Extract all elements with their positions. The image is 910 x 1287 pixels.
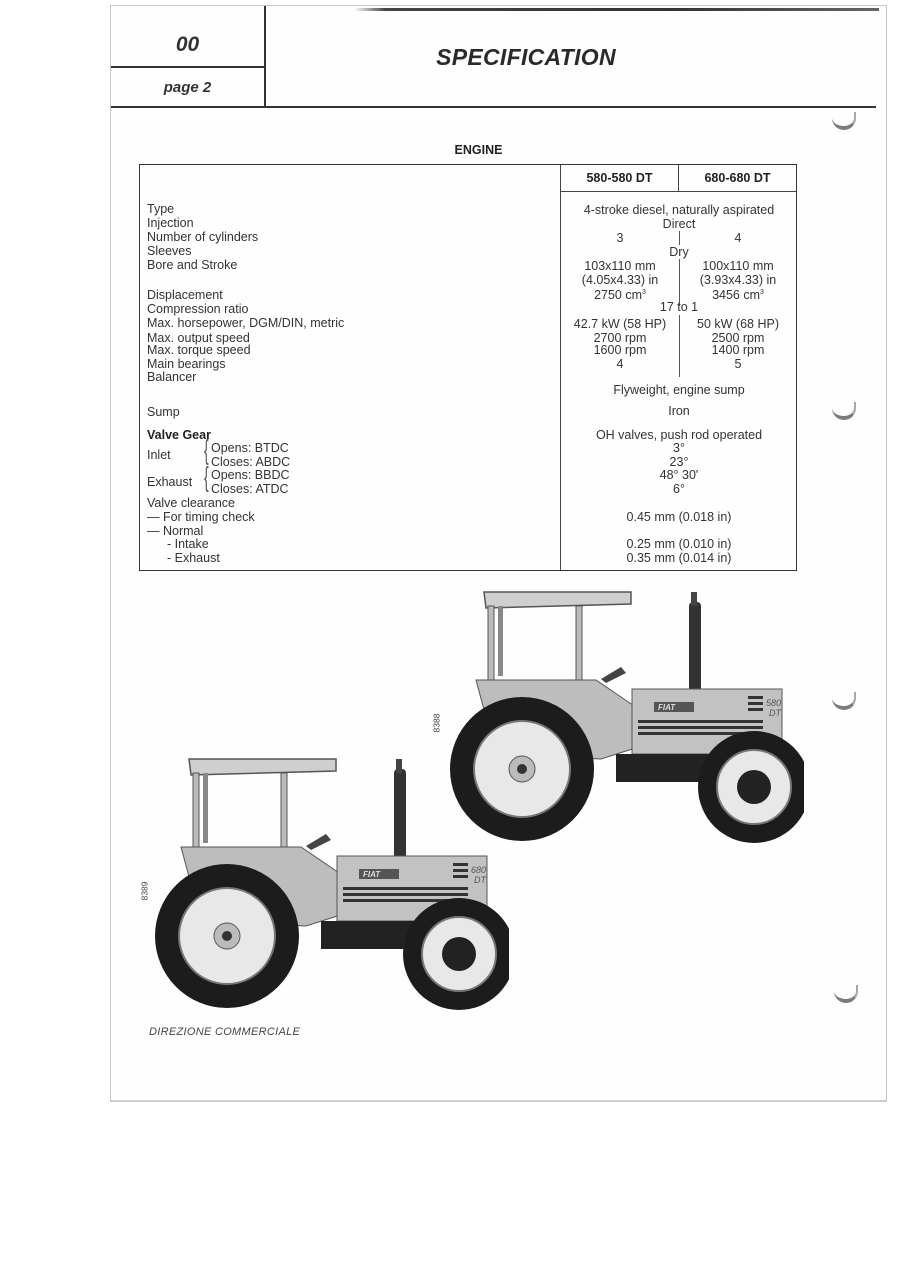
tractor-680dt-illustration [141,751,509,1013]
model-header-580: 580-580 DT [561,165,679,192]
value-compression: 17 to 1 [659,300,699,314]
label-horsepower: Max. horsepower, DGM/DIN, metric [147,316,345,330]
value-valve-gear: OH valves, push rod operated [595,428,763,442]
label-valve-clearance: Valve clearance [147,496,236,510]
label-injection: Injection [147,216,194,230]
header-bottom-rule [111,106,876,108]
value-exhaust-closes: 6° [673,482,685,496]
value-cylinders-680: 4 [734,231,742,245]
label-output-speed: Max. output speed [147,331,250,345]
value-cylinders-580: 3 [616,231,624,245]
value-output-speed-680: 2500 rpm [711,331,765,345]
label-inlet-opens: Opens: BTDC [211,441,289,455]
model-header-680: 680-680 DT [679,165,796,192]
svg-text:DT: DT [769,708,781,718]
label-bore-stroke: Bore and Stroke [147,258,238,272]
label-exhaust: Exhaust [147,475,193,489]
label-torque-speed: Max. torque speed [147,343,251,357]
label-valve-gear: Valve Gear [147,428,211,442]
header-top-rule [354,8,879,11]
value-exhaust-clearance: 0.35 mm (0.014 in) [626,551,732,565]
manual-page [110,5,887,1102]
value-bore-in-680: (3.93x4.33) in [699,273,777,287]
page-number: page 2 [163,78,212,96]
value-inlet-closes: 23° [669,455,689,469]
value-main-bearings-680: 5 [734,357,742,371]
footer-department: DIREZIONE COMMERCIALE [149,1026,301,1038]
engine-spec-table [139,164,797,571]
value-bore-mm-680: 100x110 mm [702,259,774,273]
value-timing-check: 0.45 mm (0.018 in) [626,510,732,524]
value-horsepower-580: 42.7 kW (58 HP) [573,317,667,331]
value-output-speed-580: 2700 rpm [593,331,647,345]
label-inlet-closes: Closes: ABDC [211,455,291,469]
tractor-brand-label: FIAT [363,870,381,879]
section-number: 00 [111,6,264,68]
label-exhaust-closes: Closes: ATDC [211,482,289,496]
value-inlet-opens: 3° [673,441,685,455]
value-torque-speed-580: 1600 rpm [593,343,647,357]
figure-code-8388: 8388 [431,713,442,733]
value-sump: Iron [668,404,690,418]
label-sleeves: Sleeves [147,244,192,258]
value-sleeves: Dry [669,245,689,259]
value-intake-clearance: 0.25 mm (0.010 in) [626,537,732,551]
brace-inlet: { [204,434,209,465]
label-cylinders: Number of cylinders [147,230,259,244]
figure-code-8389: 8389 [139,881,150,901]
tractor-model-badge: 680 [471,865,487,875]
value-bore-in-580: (4.05x4.33) in [581,273,659,287]
label-type: Type [147,202,175,216]
label-sump: Sump [147,405,180,419]
label-exhaust-clearance: - Exhaust [167,551,220,565]
value-exhaust-opens: 48° 30' [659,468,699,482]
label-exhaust-opens: Opens: BBDC [211,468,290,482]
value-displacement-680: 3456 $cm^3$ [712,288,764,303]
label-timing-check: — For timing check [147,510,255,524]
label-main-bearings: Main bearings [147,357,226,371]
value-horsepower-680: 50 kW (68 HP) [697,317,779,331]
tractor-model-badge: 580 [766,698,782,708]
section-heading: ENGINE [454,143,503,157]
value-main-bearings-580: 4 [616,357,624,371]
label-compression: Compression ratio [147,302,249,316]
header-section-box [111,6,266,106]
value-type: 4-stroke diesel, naturally aspirated [583,203,775,217]
svg-text:DT: DT [474,875,486,885]
label-inlet: Inlet [147,448,171,462]
value-bore-mm-580: 103x110 mm [584,259,656,273]
page-title: SPECIFICATION [436,44,616,70]
label-balancer: Balancer [147,370,197,384]
value-displacement-580: 2750 $cm^3$ [594,288,646,303]
value-injection: Direct [662,217,696,231]
label-normal: — Normal [147,524,204,538]
brace-exhaust: { [204,461,209,492]
value-torque-speed-680: 1400 rpm [711,343,765,357]
value-balancer: Flyweight, engine sump [613,383,745,397]
label-displacement: Displacement [147,288,223,302]
label-intake: - Intake [167,537,209,551]
tractor-brand-label: FIAT [658,703,676,712]
